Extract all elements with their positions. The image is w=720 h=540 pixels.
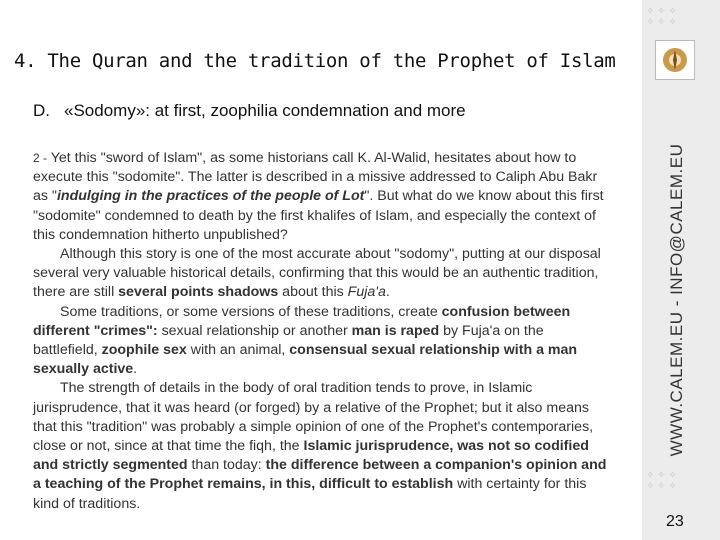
section-letter: D. [33,101,50,120]
page-number: 23 [666,513,684,530]
bold-run: confusion between different "crimes": [33,303,571,339]
text-run: Yet this "sword of Islam", as some historians call K. Al-Walid, hesitates about how to execute this "sodomite". The latter is described in a missive addressed to Caliph Abu Bakr as " [33,150,598,205]
bold-run: consensual sexual relationship with a man sexually active [33,342,578,378]
bold-run: man is raped [351,322,440,339]
text-run: than today: [187,457,266,474]
section-heading [33,101,466,121]
text-run: ". But what do we know about this first "sodomite" condemned to death by the first khalifes of Islam, and especially the context of this condemnation hitherto unpublished? [33,188,604,243]
page-title: 4. The Quran and the tradition of the Prophet of Islam [14,50,616,72]
italic-run: Fuja'a [347,284,386,301]
section-heading-text: «Sodomy»: at first, zoophilia condemnation and more [64,101,466,120]
text-run: by Fuja'a on the battlefield, [33,322,544,359]
bold-run: Islamic jurisprudence, was not so codified and strictly segmented [33,438,589,474]
site-contact-text: WWW.CALEM.EU - INFO@CALEM.EU [667,143,686,457]
body-text [33,149,608,514]
text-run: . [133,361,138,378]
text-run: sexual relationship or another [157,322,352,339]
paragraph-4 [33,379,608,513]
text-run: with an animal, [186,342,290,359]
calem-logo-icon [655,40,695,80]
paragraph-2 [33,245,608,303]
text-run: The strength of details in the body of oral tradition tends to prove, in Islamic jurisprudence, that it was heard (or forged) by a relative of the Prophet; but it also means that this "tradition" was probably a simple opinion of one of the Prophet's contemporaries, close or not, since at that time the fiqh, the [33,380,594,455]
decorative-dots-bottom: ✧ ✧ ✧ ✧ ✧ ✧ [646,470,677,492]
text-run: Some traditions, or some versions of these traditions, create [60,303,442,320]
text-run: . [385,284,390,301]
bold-run: the difference between a companion's opinion and a teaching of the Prophet remains, in this, difficult to establish [33,457,607,493]
paragraph-1 [33,149,608,245]
paragraph-3 [33,303,608,380]
emphasis-quote: indulging in the practices of the people of Lot [56,188,365,205]
decorative-dots-top: ✧ ✧ ✧ ✧ ✧ ✧ [646,6,677,28]
paragraph-number: 2 - [33,151,48,165]
text-run: about this [278,284,348,301]
text-run: with certainty for this kind of traditions. [33,476,587,512]
bold-run: several points shadows [118,284,279,301]
text-run: Although this story is one of the most accurate about "sodomy", putting at our disposal several very valuable historical details, confirming that this would be an authentic tradition, there are still [33,246,601,301]
bold-run: zoophile sex [101,342,187,359]
